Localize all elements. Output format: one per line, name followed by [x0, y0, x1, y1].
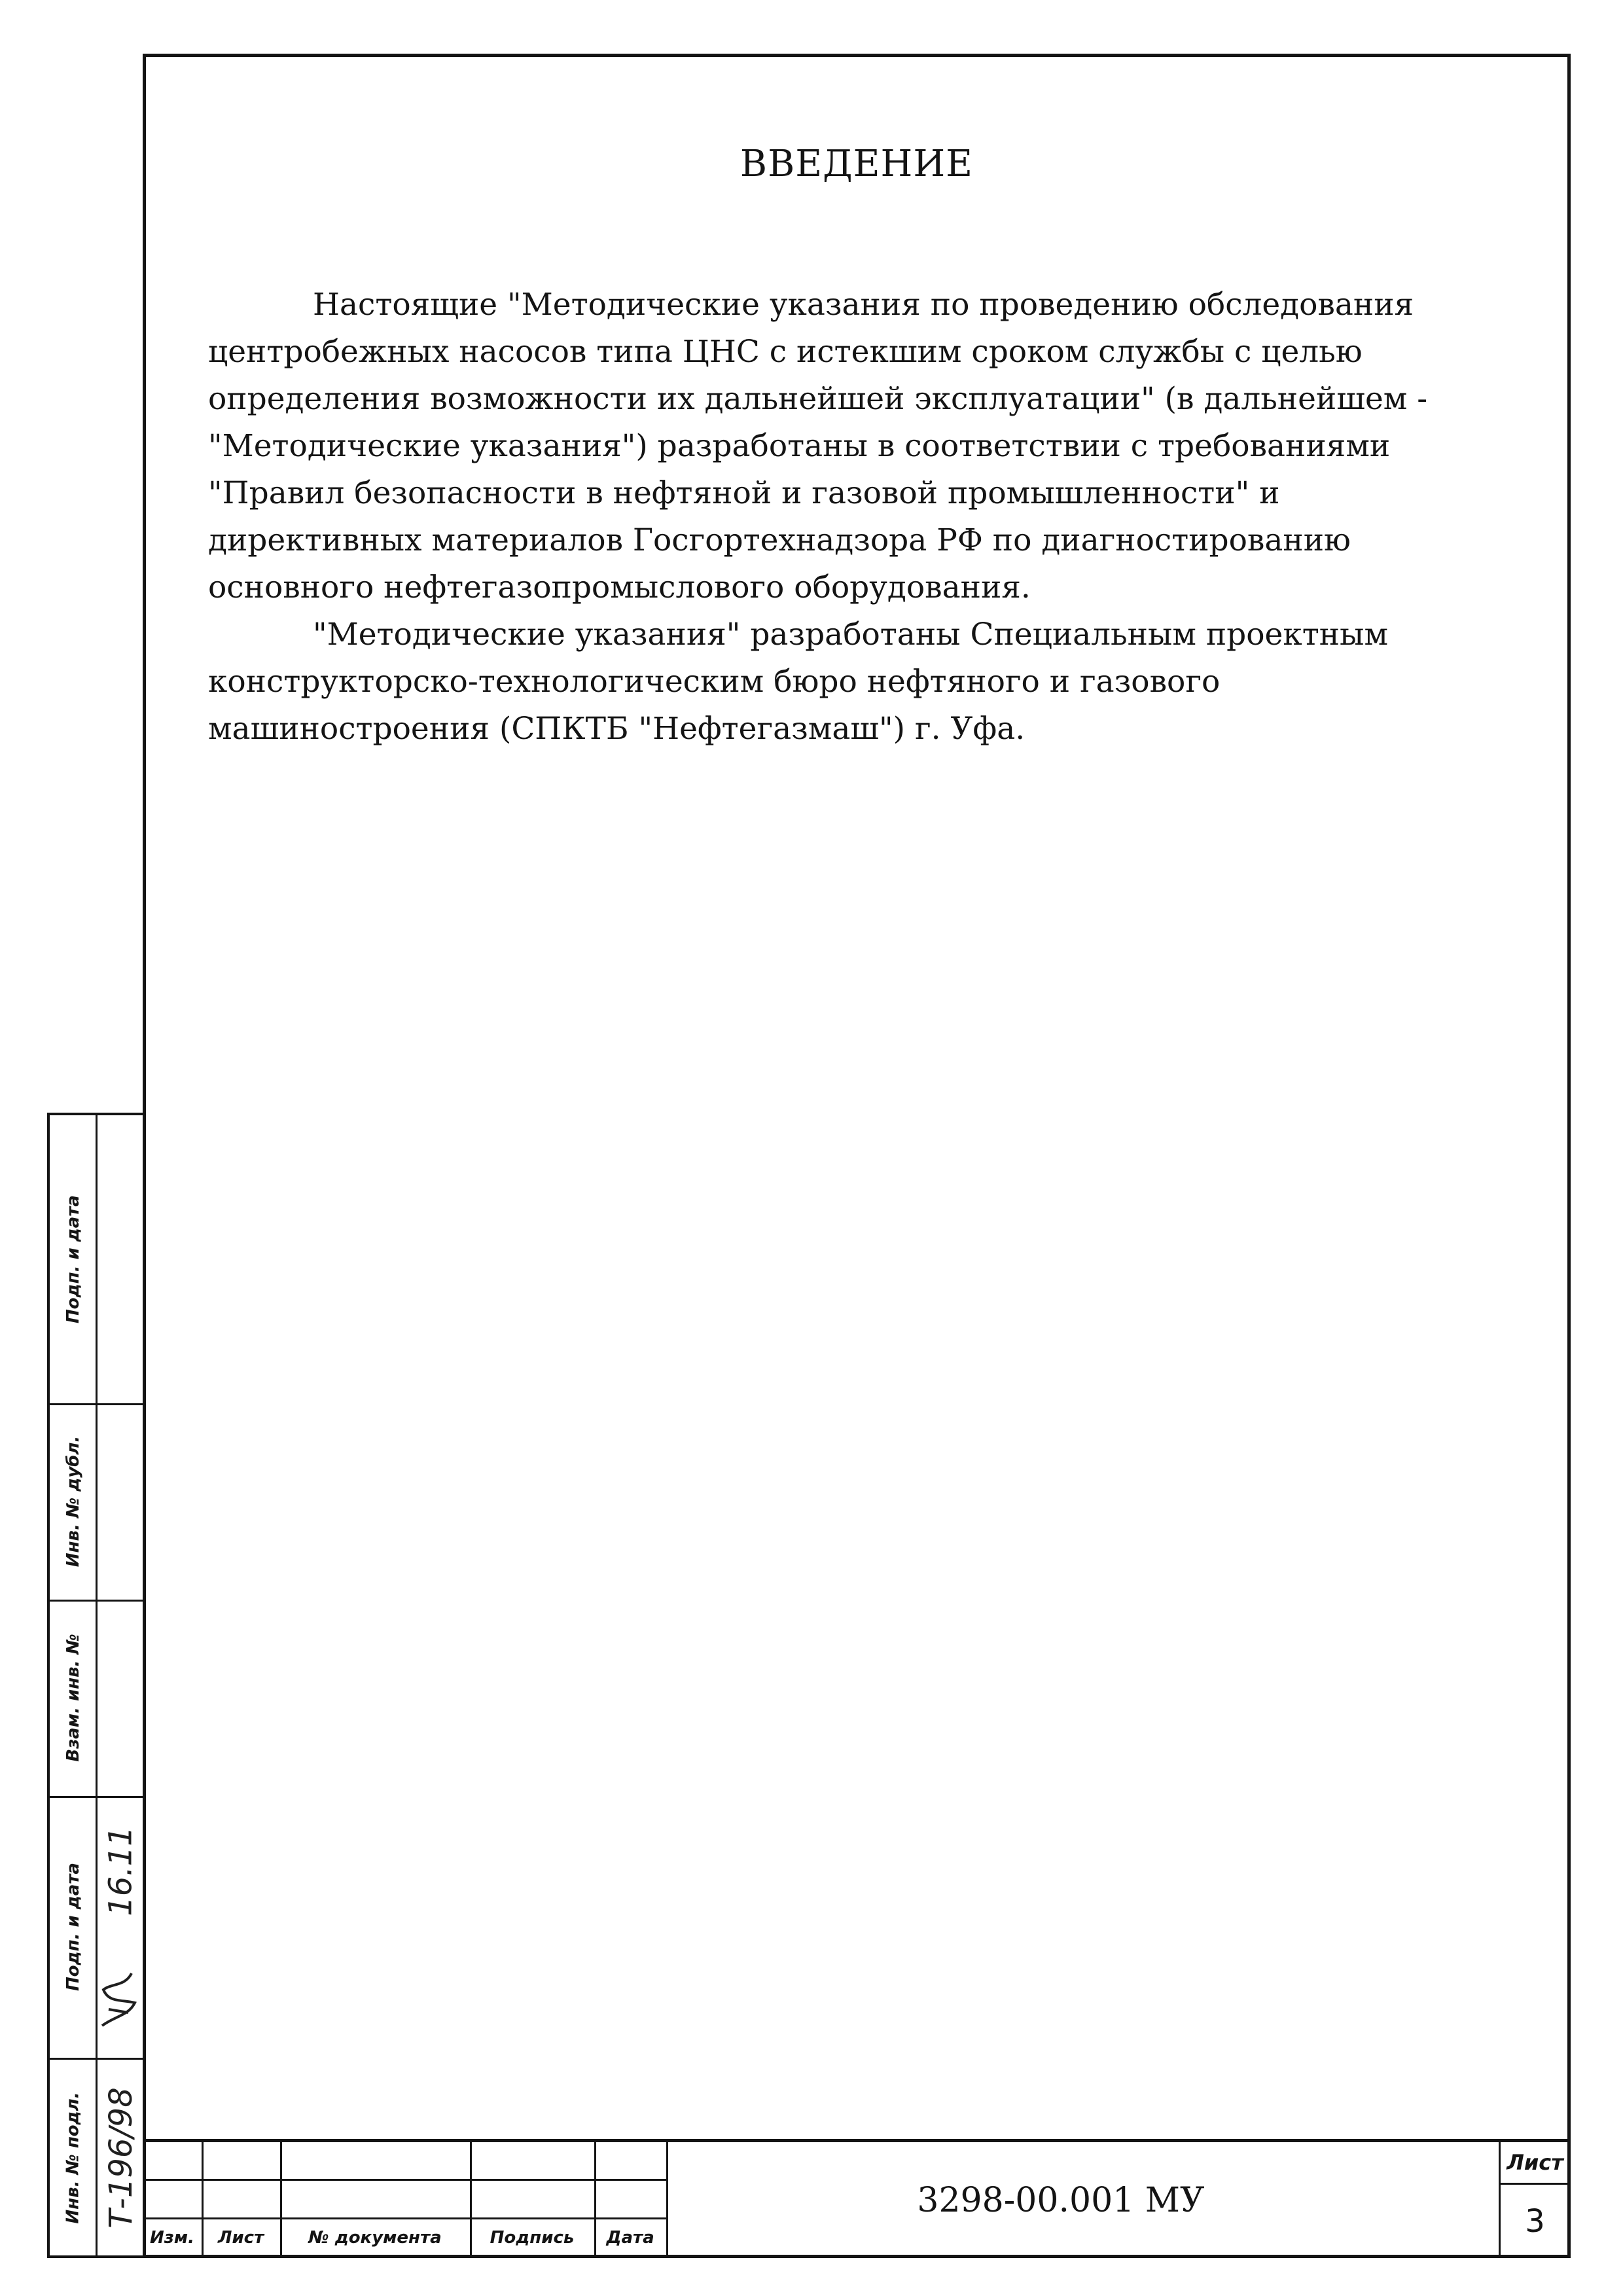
label-inv-podl: Инв. № подл. [63, 2092, 83, 2224]
body-text [208, 281, 1491, 753]
sheet-box [1499, 2142, 1569, 2258]
page-heading: ВВЕДЕНИЕ [740, 143, 974, 185]
label-podp-data-2: Подп. и дата [63, 1195, 84, 1323]
label-vzam-inv: Взам. инв. № [63, 1634, 83, 1762]
revision-grid [143, 2142, 666, 2258]
label-doc-number: № документа [308, 2228, 442, 2248]
sheet-number: 3 [1525, 2203, 1545, 2240]
label-date: Дата [606, 2228, 654, 2248]
signature-mark [96, 1964, 141, 2036]
label-list: Лист [217, 2228, 264, 2248]
paragraph-2: "Методические указания" разработаны Специальным проектным конструкторско-технологическим бюро нефтяного и газового машиностроения (СПКТБ "Нефтегазмаш") г. Уфа. [208, 617, 1389, 747]
document-code: 3298-00.001 МУ [917, 2180, 1205, 2220]
label-podp-data-1: Подп. и дата [63, 1863, 84, 1991]
label-inv-dubl: Инв. № дубл. [63, 1435, 83, 1568]
handwritten-date: 16.11 [103, 1826, 140, 1916]
paragraph-1: Настоящие "Методические указания по проведению обследования центробежных насосов типа ЦНС с истекшим сроком службы с целью определения возможности их дальнейшей эксплуатации" (в дальнейшем - "Методические указания") разработаны в соответствии с требованиями "Правил безопасности в нефтяной и газовой промышленности" и директивных материалов Госгортехнадзора РФ по диагностированию основного нефтегазопромыслового оборудования. [208, 287, 1428, 605]
handwritten-inventory-number: Т-196/98 [103, 2087, 140, 2229]
side-stamp [47, 1113, 143, 2258]
label-signature: Подпись [490, 2228, 575, 2248]
sheet-label: Лист [1501, 2142, 1569, 2185]
label-izm: Изм. [150, 2228, 194, 2248]
side-stamp-divider [96, 1115, 98, 2255]
title-block [143, 2139, 1571, 2258]
